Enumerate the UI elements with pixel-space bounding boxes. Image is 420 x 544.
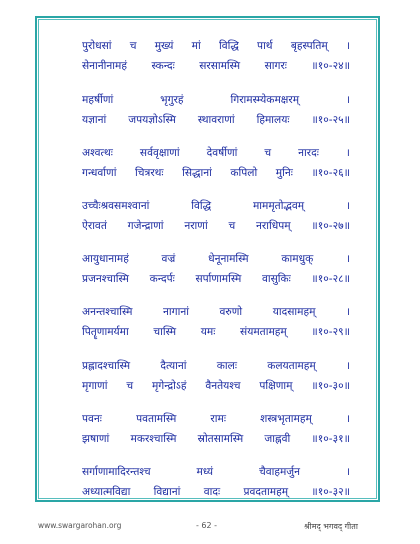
verse-word: वादः <box>203 486 221 498</box>
verse-word: महर्षीणां <box>82 94 114 106</box>
verse-word: स्कन्दः <box>151 60 175 72</box>
verse-word: पार्थ <box>257 40 273 52</box>
verse-word: मृगाणां <box>82 380 108 392</box>
verse-block <box>82 143 350 183</box>
verse-line <box>82 376 350 396</box>
verse-word: धेनूनामस्मि <box>208 253 249 265</box>
verse-word: कपिलो <box>230 167 258 179</box>
verse-word: । <box>345 360 350 372</box>
verse-word: पुरोधसां <box>82 40 112 52</box>
verse-block <box>82 36 350 76</box>
verse-word: पितॄणामर्यमा <box>82 326 129 338</box>
verse-word: ॥१०-३०॥ <box>311 380 350 392</box>
verse-word: माममृतोद्भवम् <box>252 200 305 212</box>
verse-word: यादसामहम् <box>272 306 316 318</box>
verse-word: अध्यात्मविद्या <box>82 486 131 498</box>
verse-word: च <box>228 220 236 232</box>
verse-word: गन्धर्वाणां <box>82 167 117 179</box>
verse-word: नराणां <box>184 220 208 232</box>
verse-word: नराधिपम् <box>256 220 291 232</box>
verse-block <box>82 249 350 289</box>
verse-word: कामधुक् <box>281 253 314 265</box>
verse-word: सर्गाणामादिरन्तश्च <box>82 466 151 478</box>
verse-line <box>82 302 350 322</box>
verse-line <box>82 462 350 482</box>
verse-line <box>82 163 350 183</box>
verse-word: उच्चैःश्रवसमश्वानां <box>82 200 150 212</box>
verse-word: चास्मि <box>153 326 177 338</box>
verse-word: वैनतेयश्च <box>205 380 241 392</box>
verse-block <box>82 196 350 236</box>
verse-word: गजेन्द्राणां <box>127 220 164 232</box>
verse-word: पवनः <box>82 413 102 425</box>
verse-word: अश्वत्थः <box>82 147 113 159</box>
verse-word: ॥१०-२९॥ <box>311 326 350 338</box>
verse-word: दैत्यानां <box>160 360 187 372</box>
verse-word: प्रजनश्चास्मि <box>82 273 129 285</box>
verse-word: मकरश्चास्मि <box>130 433 177 445</box>
verse-word: । <box>345 94 350 106</box>
verse-word: । <box>345 413 350 425</box>
verse-word: हिमालयः <box>256 114 290 126</box>
verse-word: चैवाहमर्जुन <box>258 466 301 478</box>
verse-word: मुख्यं <box>154 40 174 52</box>
verse-word: चित्ररथः <box>135 167 164 179</box>
verse-word: कलयतामहम् <box>267 360 316 372</box>
verse-word: आयुधानामहं <box>82 253 129 265</box>
verse-word: झषाणां <box>82 433 110 445</box>
verse-word: ऐरावतं <box>82 220 107 232</box>
verse-word: जाह्नवी <box>264 433 291 445</box>
verse-word: । <box>345 200 350 212</box>
verse-word: देवर्षीणां <box>206 147 238 159</box>
verse-block <box>82 356 350 396</box>
verse-word: वज्रं <box>161 253 176 265</box>
verse-word: प्रह्लादश्चास्मि <box>82 360 131 372</box>
verse-word: मध्यं <box>196 466 214 478</box>
verse-word: जपयज्ञोऽस्मि <box>128 114 176 126</box>
verse-word: । <box>345 40 350 52</box>
verse-line <box>82 36 350 56</box>
verse-word: नागानां <box>163 306 189 318</box>
verse-word: । <box>345 253 350 265</box>
verse-word: यज्ञानां <box>82 114 107 126</box>
verse-word: मृगेन्द्रोऽहं <box>151 380 187 392</box>
verse-word: ॥१०-२६॥ <box>311 167 350 179</box>
verse-word: विद्धि <box>191 200 212 212</box>
verse-line <box>82 482 350 502</box>
verse-line <box>82 90 350 110</box>
verse-line <box>82 110 350 130</box>
verse-word: विद्यानां <box>153 486 181 498</box>
verse-word: यमः <box>200 326 216 338</box>
verse-line <box>82 409 350 429</box>
verse-word: कन्दर्पः <box>149 273 175 285</box>
verse-word: ॥१०-२७॥ <box>311 220 350 232</box>
verse-word: स्थावराणां <box>197 114 235 126</box>
verse-word: नारदः <box>298 147 319 159</box>
verse-word: स्रोतसामस्मि <box>197 433 244 445</box>
verse-word: पक्षिणाम् <box>259 380 293 392</box>
verse-word: सर्ववृक्षाणां <box>139 147 180 159</box>
verse-block <box>82 302 350 342</box>
verse-word: गिरामस्म्येकमक्षरम् <box>230 94 300 106</box>
verse-word: पवतामस्मि <box>136 413 177 425</box>
verse-word: ॥१०-३१॥ <box>311 433 350 445</box>
verse-line <box>82 356 350 376</box>
verse-line <box>82 196 350 216</box>
verse-word: च <box>126 380 134 392</box>
verse-line <box>82 56 350 76</box>
verse-word: कालः <box>216 360 237 372</box>
verse-word: च <box>129 40 137 52</box>
verse-word: । <box>345 306 350 318</box>
verse-word: सेनानीनामहं <box>82 60 127 72</box>
verse-line <box>82 429 350 449</box>
verse-word: च <box>264 147 272 159</box>
verse-word: । <box>345 147 350 159</box>
verse-line <box>82 143 350 163</box>
verse-word: प्रवदतामहम् <box>243 486 289 498</box>
verse-word: मुनिः <box>275 167 293 179</box>
verse-word: सागरः <box>264 60 287 72</box>
verse-word: सरसामस्मि <box>199 60 241 72</box>
verse-word: वासुकिः <box>261 273 291 285</box>
page-footer <box>0 521 420 535</box>
verse-block <box>82 462 350 502</box>
verse-word: वरुणो <box>219 306 243 318</box>
verse-block <box>82 409 350 449</box>
verse-word: बृहस्पतिम् <box>290 40 328 52</box>
verse-line <box>82 216 350 236</box>
footer-book-title: श्रीमद् भगवद् गीता <box>304 522 358 531</box>
verse-word: ॥१०-३२॥ <box>311 486 350 498</box>
verse-word: ॥१०-२५॥ <box>311 114 350 126</box>
verse-word: विद्धि <box>218 40 239 52</box>
verse-line <box>82 322 350 342</box>
verse-word: सिद्धानां <box>182 167 212 179</box>
verse-word: भृगुरहं <box>160 94 184 106</box>
verse-word: मां <box>191 40 201 52</box>
footer-website[interactable]: www.swargarohan.org <box>38 521 122 530</box>
verse-word: सर्पाणामस्मि <box>195 273 242 285</box>
verse-word: अनन्तश्चास्मि <box>82 306 133 318</box>
verse-word: रामः <box>210 413 226 425</box>
verse-word: । <box>345 466 350 478</box>
page-number: - 62 - <box>196 521 218 530</box>
verse-line <box>82 249 350 269</box>
verse-word: शस्त्रभृतामहम् <box>260 413 312 425</box>
verse-word: संयमतामहम् <box>240 326 287 338</box>
verse-line <box>82 269 350 289</box>
verse-block <box>82 90 350 130</box>
verse-word: ॥१०-२८॥ <box>311 273 350 285</box>
verse-word: ॥१०-२४॥ <box>311 60 350 72</box>
